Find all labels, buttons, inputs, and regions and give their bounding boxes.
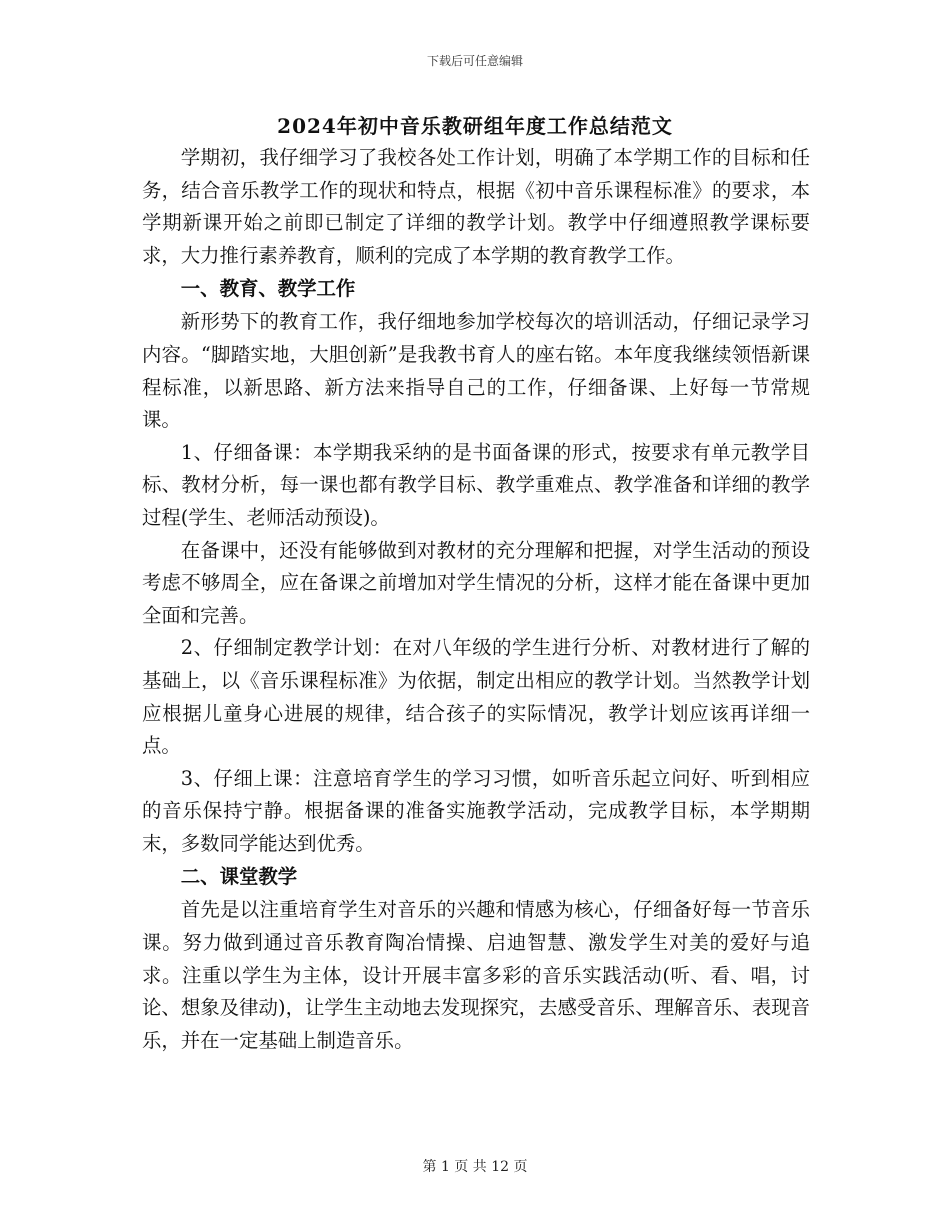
document-body	[142, 142, 810, 1057]
header-note: 下载后可任意编辑	[426, 54, 523, 68]
section-1-paragraph-4: 2、仔细制定教学计划：在对八年级的学生进行分析、对教材进行了解的基础上，以《音乐课程标准》为依据，制定出相应的教学计划。当然教学计划应根据儿童身心进展的规律，结合孩子的实际情况，教学计划应该再详细一点。	[142, 636, 810, 758]
document-title: 2024年初中音乐教研组年度工作总结范文	[277, 114, 673, 138]
page-number: 第 1 页 共 12 页	[422, 1159, 528, 1175]
section-heading-1: 一、教育、教学工作	[180, 277, 356, 301]
intro-paragraph: 学期初，我仔细学习了我校各处工作计划，明确了本学期工作的目标和任务，结合音乐教学工作的现状和特点，根据《初中音乐课程标准》的要求，本学期新课开始之前即已制定了详细的教学计划。教学中仔细遵照教学课标要求，大力推行素养教育，顺利的完成了本学期的教育教学工作。	[142, 146, 810, 267]
section-1-paragraph-5: 3、仔细上课：注意培育学生的学习习惯，如听音乐起立问好、听到相应的音乐保持宁静。根据备课的准备实施教学活动，完成教学目标，本学期期末，多数同学能达到优秀。	[142, 766, 810, 855]
section-2-paragraph-1: 首先是以注重培育学生对音乐的兴趣和情感为核心，仔细备好每一节音乐课。努力做到通过音乐教育陶冶情操、启迪智慧、激发学生对美的爱好与追求。注重以学生为主体，设计开展丰富多彩的音乐实践活动(听、看、唱，讨论、想象及律动)，让学生主动地去发现探究，去感受音乐、理解音乐、表现音乐，并在一定基础上制造音乐。	[142, 898, 810, 1052]
section-heading-2: 二、课堂教学	[180, 865, 298, 889]
section-1-paragraph-1: 新形势下的教育工作，我仔细地参加学校每次的培训活动，仔细记录学习内容。“脚踏实地，大胆创新”是我教书育人的座右铭。本年度我继续领悟新课程标准，以新思路、新方法来指导自己的工作，仔细备课、上好每一节常规课。	[142, 310, 810, 432]
section-1-paragraph-2: 1、仔细备课：本学期我采纳的是书面备课的形式，按要求有单元教学目标、教材分析，每一课也都有教学目标、教学重难点、教学准备和详细的教学过程(学生、老师活动预设)。	[142, 440, 810, 529]
section-1-paragraph-3: 在备课中，还没有能够做到对教材的充分理解和把握，对学生活动的预设考虑不够周全，应在备课之前增加对学生情况的分析，这样才能在备课中更加全面和完善。	[142, 538, 810, 627]
